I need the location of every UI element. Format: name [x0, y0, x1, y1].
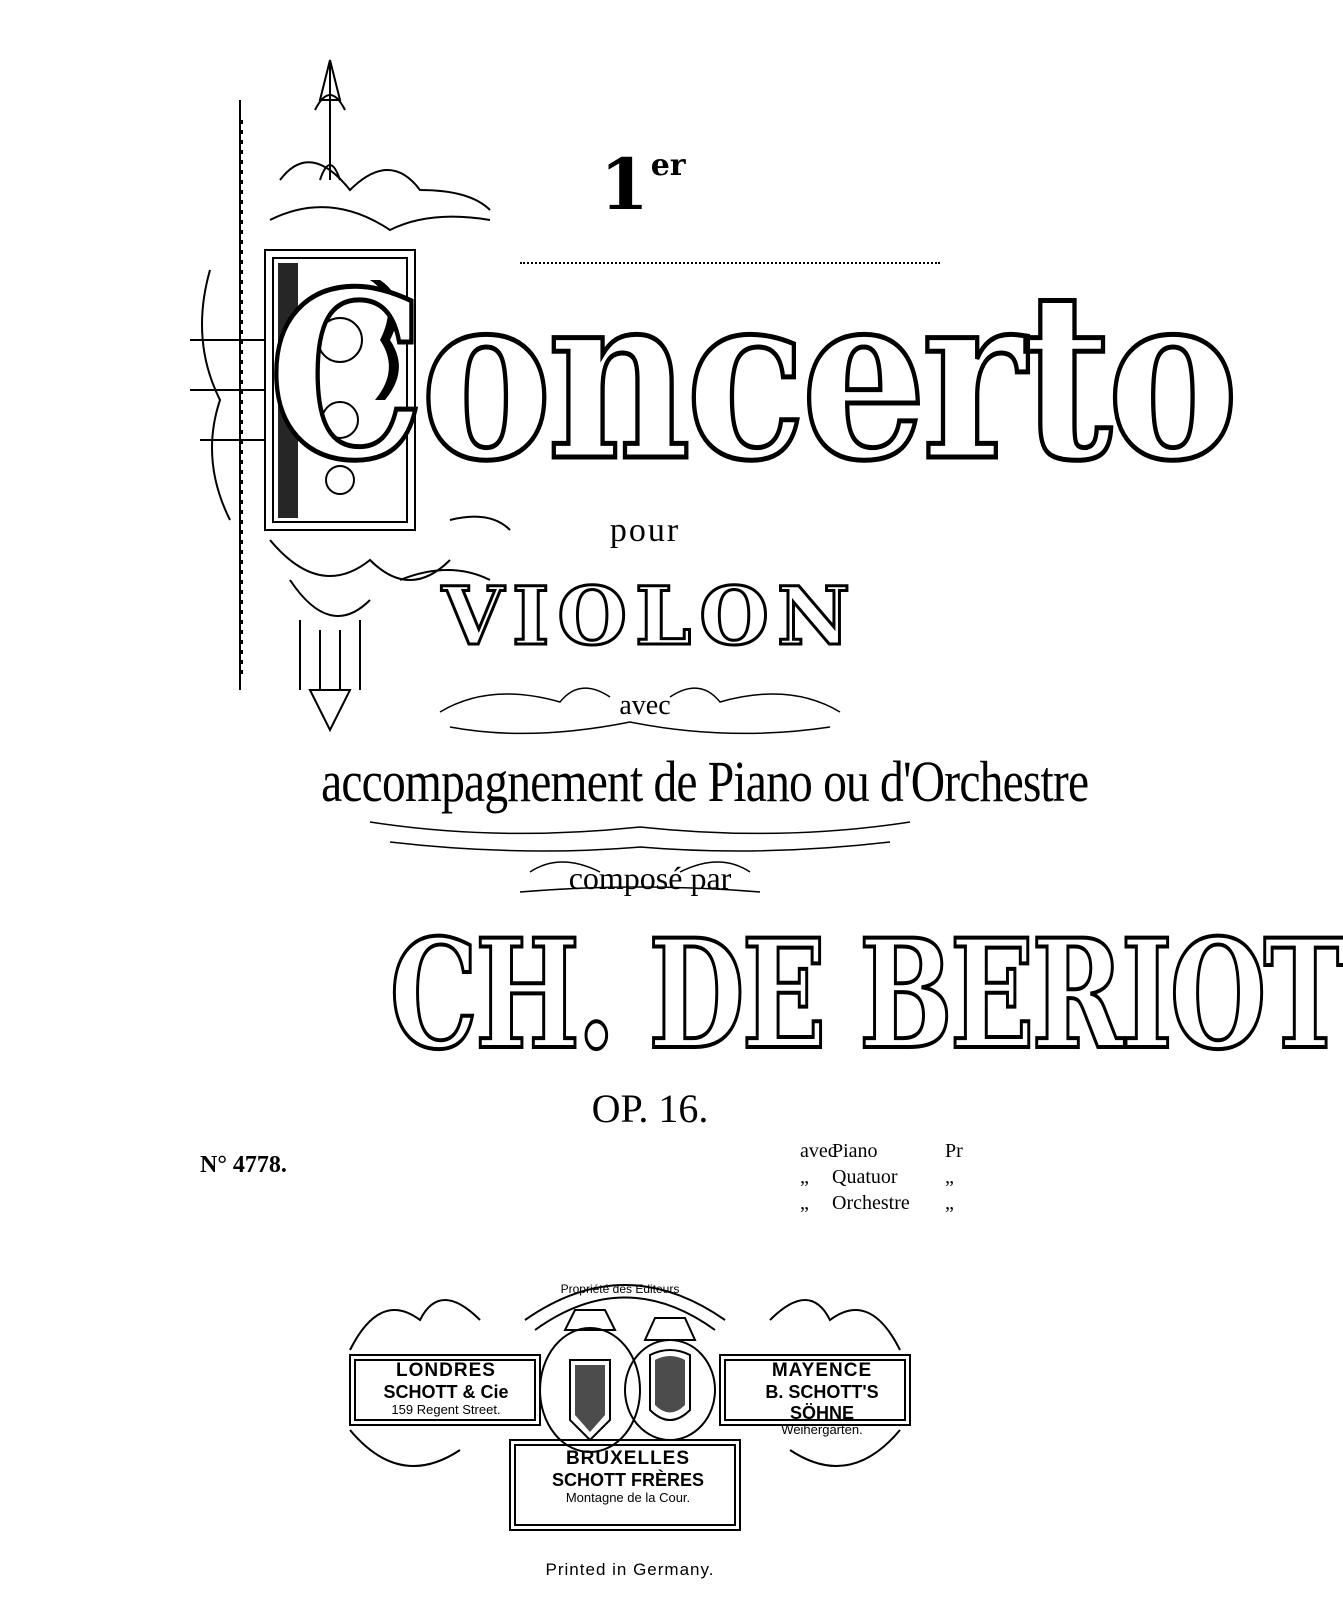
composer-name: CH. DE BERIOT	[389, 907, 1343, 1083]
publisher-address: Weihergarten.	[781, 1422, 863, 1438]
printed-in: Printed in Germany.	[545, 1560, 715, 1579]
publisher-city: MAYENCE	[771, 1360, 873, 1381]
title-accompaniment: accompagnement de Piano ou d'Orchestre	[321, 749, 1089, 814]
publisher-london	[356, 1360, 536, 1417]
edition-row: „ Orchestre „	[800, 1192, 954, 1214]
concerto-number: 1er	[600, 143, 686, 226]
publisher-brussels	[518, 1448, 738, 1505]
title-pour: pour	[609, 512, 681, 549]
opus-number: OP. 16.	[591, 1086, 709, 1131]
edition-row: avec Piano Pr	[800, 1140, 963, 1162]
edition-list	[800, 1140, 1000, 1218]
publisher-city: LONDRES	[396, 1360, 496, 1381]
publisher-firm: SCHOTT FRÈRES	[551, 1469, 704, 1490]
title-avec: avec	[619, 690, 671, 721]
title-compose-par: composé par	[568, 860, 732, 896]
edition-row: „ Quatuor „	[800, 1166, 954, 1188]
title-concerto: Concerto	[268, 242, 1234, 512]
title-instrument: VIOLON	[441, 569, 859, 663]
publisher-firm: B. SCHOTT'S SÖHNE	[765, 1381, 879, 1423]
publisher-ownership: Propriété des Editeurs	[560, 1282, 680, 1296]
publisher-address: Montagne de la Cour.	[565, 1489, 691, 1505]
publisher-address: 159 Regent Street.	[391, 1401, 501, 1417]
publisher-firm: SCHOTT & Cie	[383, 1381, 509, 1402]
publisher-city: BRUXELLES	[565, 1448, 691, 1469]
catalog-number: N° 4778.	[200, 1152, 287, 1178]
publisher-mainz	[732, 1360, 912, 1438]
